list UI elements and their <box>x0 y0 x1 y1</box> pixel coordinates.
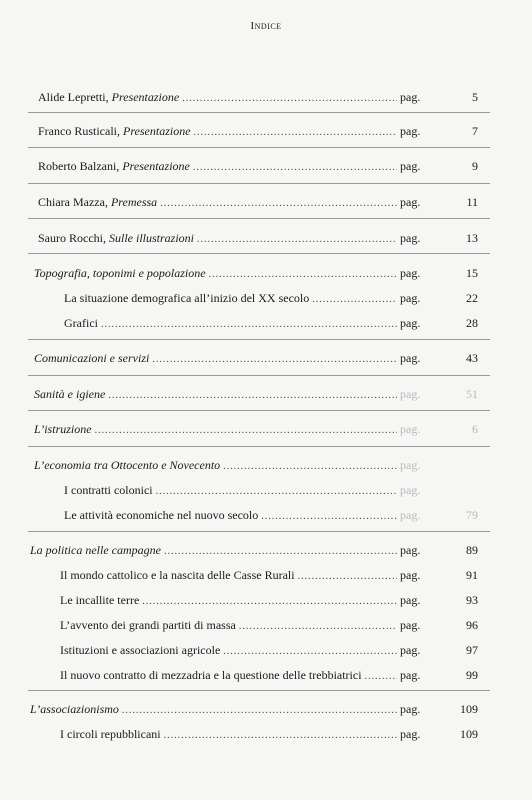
pag-label: pag. <box>400 231 421 245</box>
section-divider <box>28 147 490 148</box>
toc-entry-associazionismo[interactable] <box>30 702 478 718</box>
dot-leader <box>298 570 397 584</box>
toc-entry-sanita[interactable] <box>34 387 478 403</box>
toc-entry-contratti-colonici[interactable] <box>64 483 478 499</box>
toc-entry-label <box>30 702 119 716</box>
toc-entry-label <box>60 593 139 607</box>
toc-author: Chiara Mazza, <box>38 195 111 209</box>
page-number: 5 <box>472 90 478 104</box>
pag-label: pag. <box>400 266 421 280</box>
page-number: 9 <box>472 159 478 173</box>
toc-author: L’avvento dei grandi partiti di massa <box>60 618 236 632</box>
toc-entry-rusticali[interactable] <box>38 124 478 140</box>
toc-author: Alide Lepretti, <box>38 90 112 104</box>
toc-title: L’istruzione <box>34 422 92 436</box>
dot-leader <box>156 485 397 499</box>
dot-leader <box>122 704 397 718</box>
dot-leader <box>365 670 397 684</box>
page-number: 43 <box>466 351 478 365</box>
dot-leader <box>95 424 397 438</box>
toc-entry-circoli-repubblicani[interactable] <box>60 727 478 743</box>
page-number: 28 <box>466 316 478 330</box>
dot-leader <box>152 353 397 367</box>
toc-entry-partiti-massa[interactable] <box>60 618 478 634</box>
pag-label: pag. <box>400 568 421 582</box>
toc-entry-label <box>34 458 220 472</box>
toc-title: La politica nelle campagne <box>30 543 161 557</box>
toc-entry-label <box>38 90 179 104</box>
section-divider <box>28 253 490 254</box>
dot-leader <box>160 197 397 211</box>
toc-author: Il nuovo contratto di mezzadria e la questione delle trebbiatrici <box>60 668 362 682</box>
toc-title: L’associazionismo <box>30 702 119 716</box>
toc-title: Presentazione <box>122 124 191 138</box>
dot-leader <box>312 293 397 307</box>
page-number: 22 <box>466 291 478 305</box>
dot-leader <box>223 460 397 474</box>
toc-entry-label <box>38 159 190 173</box>
dot-leader <box>194 126 397 140</box>
page-number: 93 <box>466 593 478 607</box>
section-divider <box>28 112 490 113</box>
toc-entry-istruzione[interactable] <box>34 422 478 438</box>
dot-leader <box>193 161 397 175</box>
toc-entry-label <box>38 231 194 245</box>
pag-label: pag. <box>400 387 421 401</box>
toc-entry-mazza[interactable] <box>38 195 478 211</box>
dot-leader <box>101 318 397 332</box>
toc-entry-label <box>34 387 105 401</box>
toc-entry-label <box>38 124 191 138</box>
page-number: 91 <box>466 568 478 582</box>
page-number: 6 <box>472 422 478 436</box>
toc-entry-mondo-cattolico[interactable] <box>60 568 478 584</box>
toc-entry-label <box>60 618 236 632</box>
toc-author: La situazione demografica all’inizio del XX secolo <box>64 291 310 305</box>
toc-title: Premessa <box>110 195 158 209</box>
dot-leader <box>261 510 397 524</box>
pag-label: pag. <box>400 195 421 209</box>
page-number: 99 <box>466 668 478 682</box>
toc-entry-label <box>34 422 92 436</box>
toc-entry-contratto-mezzadria[interactable] <box>60 668 478 684</box>
toc-entry-situazione-demografica[interactable] <box>64 291 478 307</box>
toc-title: Sanità e igiene <box>34 387 106 401</box>
toc-entry-topografia[interactable] <box>34 266 478 282</box>
pag-label: pag. <box>400 422 421 436</box>
toc-author: I circoli repubblicani <box>60 727 161 741</box>
toc-entry-label <box>64 291 309 305</box>
page-number: 7 <box>472 124 478 138</box>
toc-entry-politica[interactable] <box>30 543 478 559</box>
toc-entry-comunicazioni[interactable] <box>34 351 478 367</box>
pag-label: pag. <box>400 351 421 365</box>
toc-entry-label <box>34 266 206 280</box>
pag-label: pag. <box>400 124 421 138</box>
pag-label: pag. <box>400 508 421 522</box>
toc-title: Sulle illustrazioni <box>109 231 195 245</box>
toc-author: Istituzioni e associazioni agricole <box>60 643 221 657</box>
pag-label: pag. <box>400 593 421 607</box>
page-number: 79 <box>466 508 478 522</box>
toc-entry-label <box>38 195 157 209</box>
toc-author: Le attività economiche nel nuovo secolo <box>64 508 259 522</box>
pag-label: pag. <box>400 643 421 657</box>
pag-label: pag. <box>400 458 421 472</box>
toc-entry-rocchi[interactable] <box>38 231 478 247</box>
toc-entry-label <box>60 668 362 682</box>
toc-entry-label <box>64 316 98 330</box>
section-divider <box>28 531 490 532</box>
dot-leader <box>197 233 397 247</box>
pag-label: pag. <box>400 668 421 682</box>
toc-entry-attivita-economiche[interactable] <box>64 508 478 524</box>
pag-label: pag. <box>400 483 421 497</box>
toc-author: Grafici <box>64 316 98 330</box>
dot-leader <box>223 645 397 659</box>
toc-entry-label <box>60 643 220 657</box>
page-number: 109 <box>460 702 478 716</box>
toc-entry-incallite-terre[interactable] <box>60 593 478 609</box>
section-divider <box>28 183 490 184</box>
toc-entry-grafici[interactable] <box>64 316 478 332</box>
toc-entry-label <box>60 727 161 741</box>
section-divider <box>28 218 490 219</box>
page-number: 51 <box>466 387 478 401</box>
toc-entry-economia[interactable] <box>34 458 478 474</box>
page-title: Indice <box>250 20 282 32</box>
page-number: 109 <box>460 727 478 741</box>
toc-entry-label <box>60 568 295 582</box>
pag-label: pag. <box>400 291 421 305</box>
page-number: 13 <box>466 231 478 245</box>
toc-entry-balzani[interactable] <box>38 159 478 175</box>
toc-title: L’economia tra Ottocento e Novecento <box>34 458 221 472</box>
page-number: 11 <box>466 195 478 209</box>
toc-title: Topografia, toponimi e popolazione <box>34 266 206 280</box>
section-divider <box>28 446 490 447</box>
toc-entry-lepretti[interactable] <box>38 90 478 106</box>
section-divider <box>28 339 490 340</box>
toc-author: Le incallite terre <box>60 593 140 607</box>
toc-entry-label <box>64 508 258 522</box>
section-divider <box>28 690 490 691</box>
pag-label: pag. <box>400 159 421 173</box>
toc-author: Franco Rusticali, <box>38 124 123 138</box>
page-number: 97 <box>466 643 478 657</box>
toc-entry-label <box>34 351 149 365</box>
pag-label: pag. <box>400 727 421 741</box>
toc-title: Presentazione <box>111 90 180 104</box>
toc-entry-label <box>30 543 161 557</box>
section-divider <box>28 375 490 376</box>
toc-author: I contratti colonici <box>64 483 153 497</box>
page-number: 15 <box>466 266 478 280</box>
toc-author: Roberto Balzani, <box>38 159 123 173</box>
pag-label: pag. <box>400 90 421 104</box>
dot-leader <box>108 389 397 403</box>
toc-entry-label <box>64 483 153 497</box>
toc-entry-istituzioni-agricole[interactable] <box>60 643 478 659</box>
toc-author: Il mondo cattolico e la nascita delle Casse Rurali <box>60 568 295 582</box>
dot-leader <box>142 595 397 609</box>
dot-leader <box>182 92 397 106</box>
toc-title: Presentazione <box>122 159 190 173</box>
page-number: 89 <box>466 543 478 557</box>
dot-leader <box>239 620 397 634</box>
dot-leader <box>164 729 397 743</box>
pag-label: pag. <box>400 702 421 716</box>
section-divider <box>28 410 490 411</box>
toc-author: Sauro Rocchi, <box>38 231 109 245</box>
pag-label: pag. <box>400 543 421 557</box>
pag-label: pag. <box>400 618 421 632</box>
dot-leader <box>164 545 397 559</box>
toc-title: Comunicazioni e servizi <box>34 351 150 365</box>
dot-leader <box>209 268 397 282</box>
pag-label: pag. <box>400 316 421 330</box>
page-number: 96 <box>466 618 478 632</box>
